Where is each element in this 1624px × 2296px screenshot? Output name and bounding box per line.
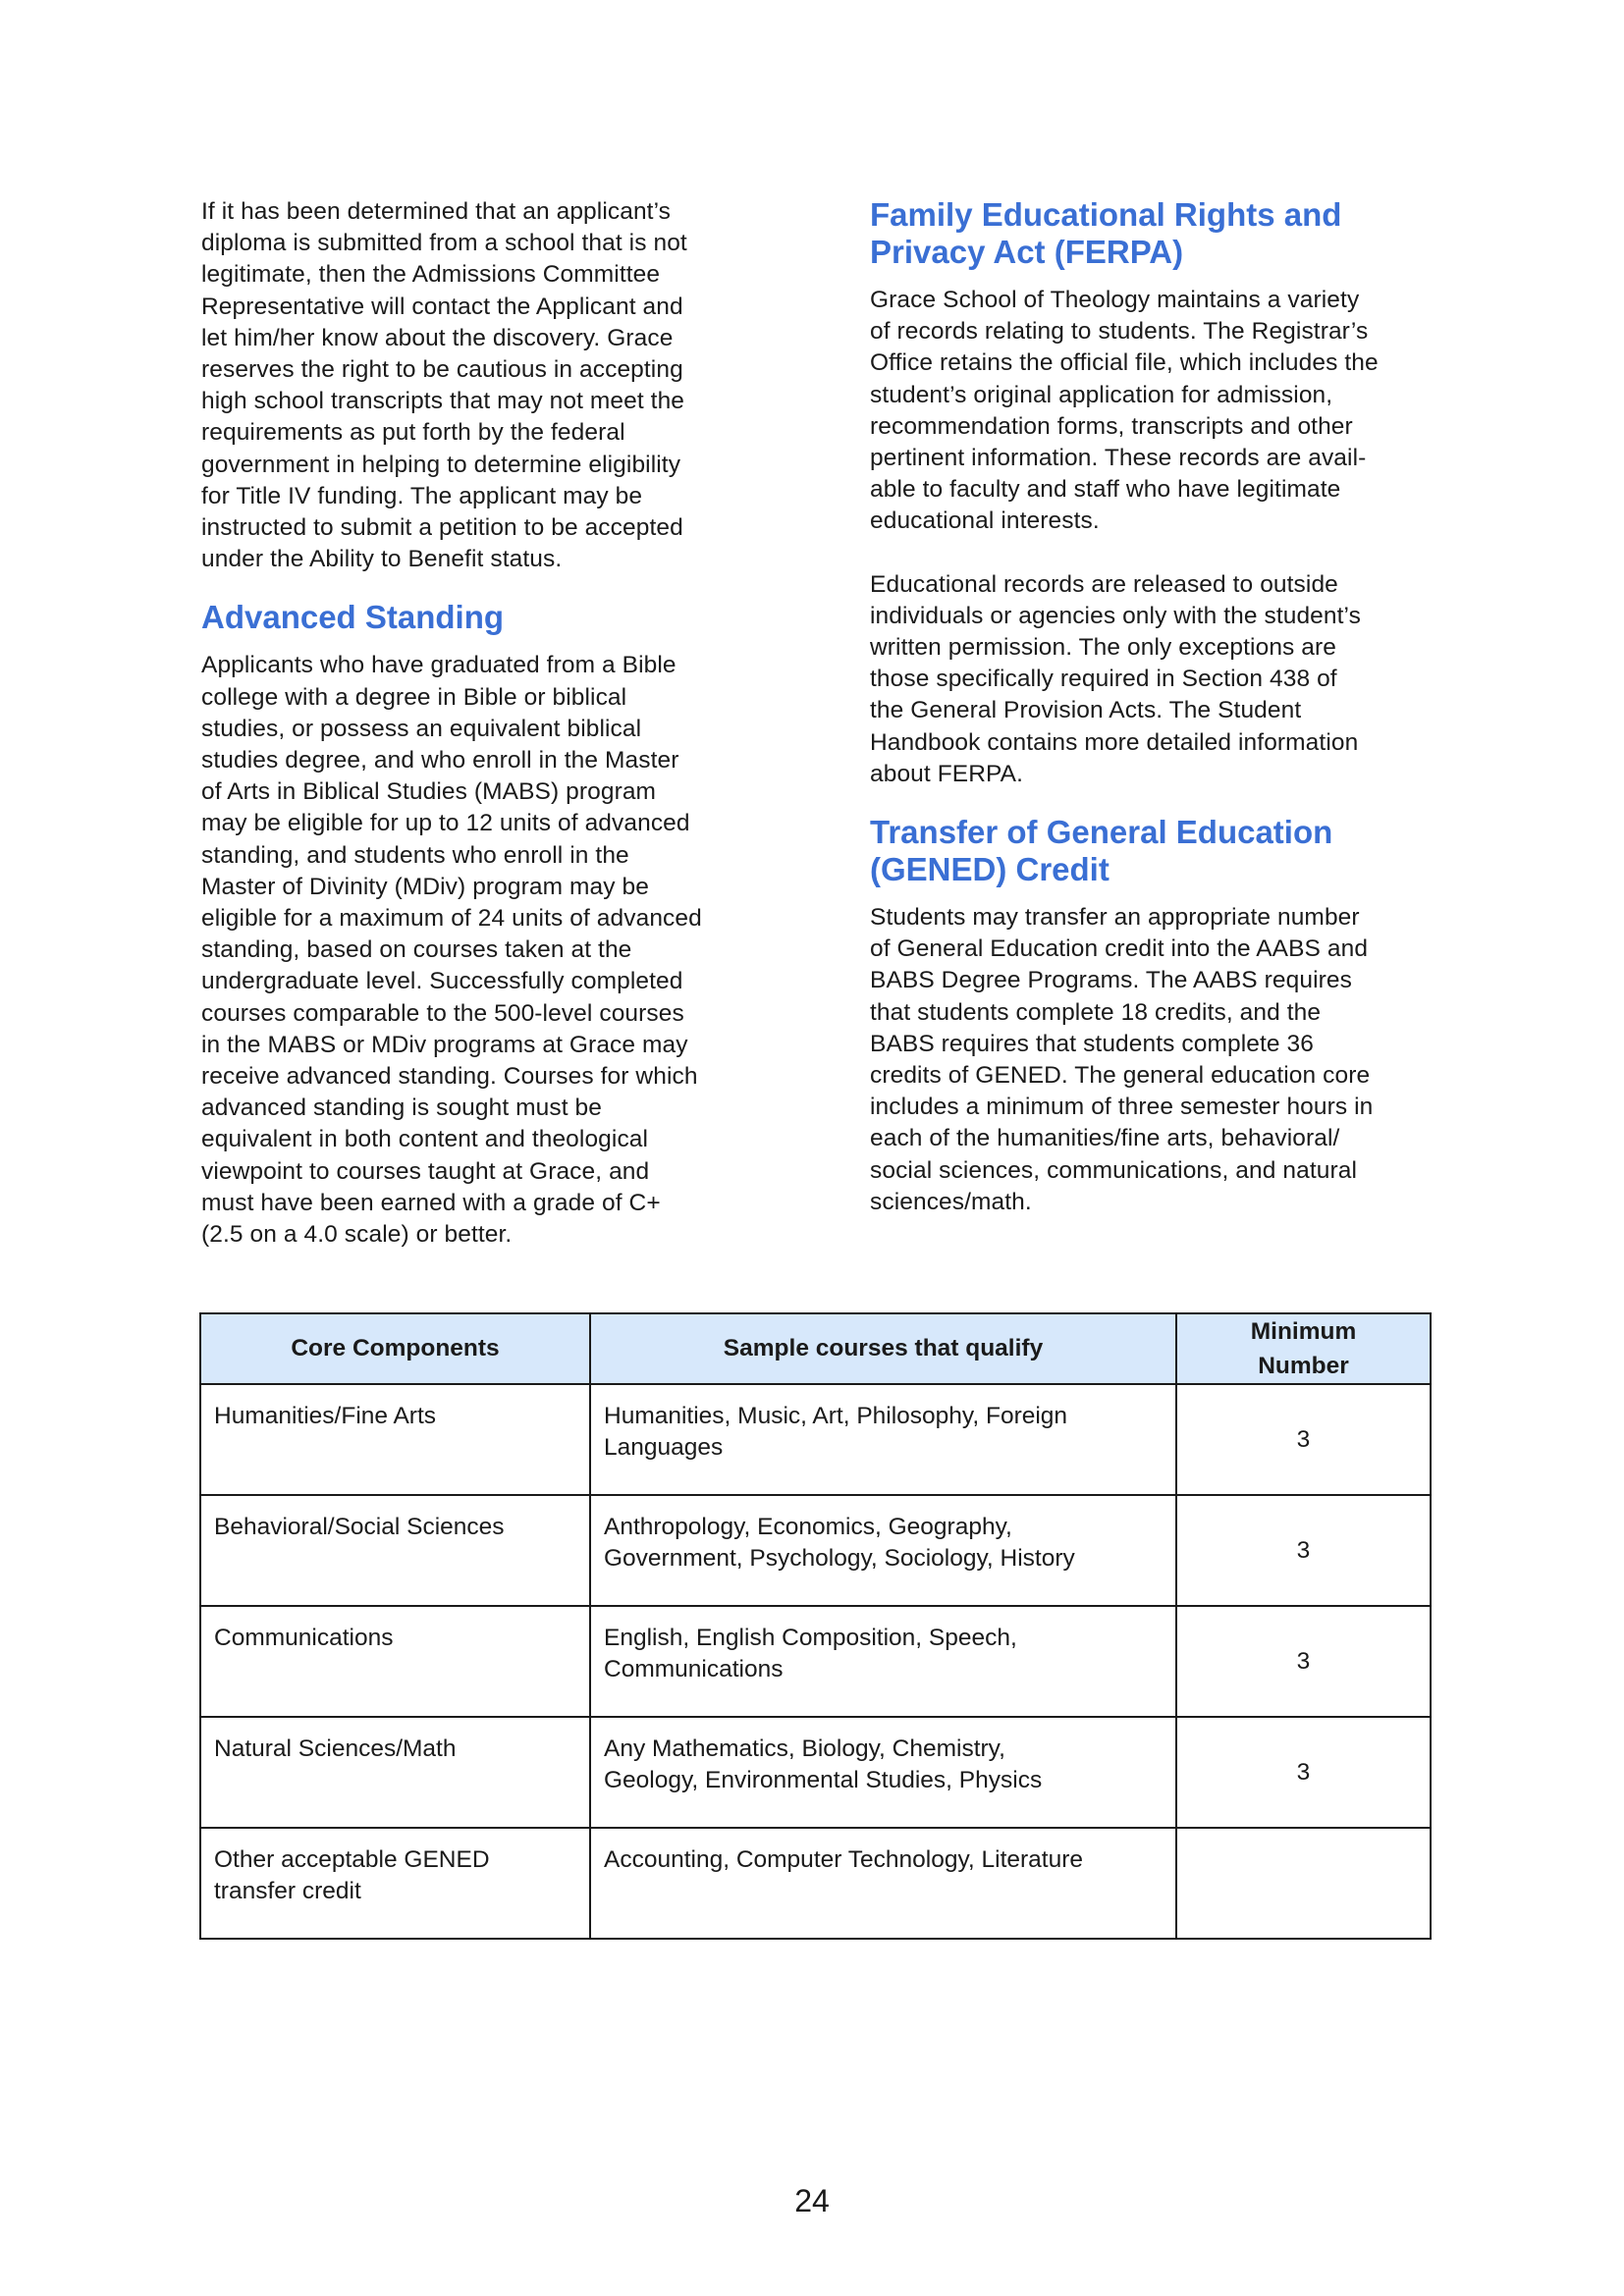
cell-line: English, English Composition, Speech, (604, 1625, 1017, 1651)
cell-line: Behavioral/Social Sciences (214, 1514, 505, 1540)
text-line: Office retains the official file, which includes the (870, 349, 1379, 377)
text-line: BABS Degree Programs. The AABS requires (870, 967, 1352, 994)
text-line: receive advanced standing. Courses for which (201, 1063, 698, 1091)
text-line: legitimate, then the Admissions Committee (201, 261, 661, 289)
text-line: those specifically required in Section 438 of (870, 666, 1337, 693)
header-line: Number (1258, 1353, 1349, 1379)
advanced-standing-heading: Advanced Standing (201, 599, 505, 636)
text-line: undergraduate level. Successfully completed (201, 968, 683, 995)
text-line: Applicants who have graduated from a Bible (201, 652, 677, 679)
text-line: of General Education credit into the AABS and (870, 935, 1369, 963)
text-line: credits of GENED. The general education core (870, 1062, 1371, 1090)
text-line: viewpoint to courses taught at Grace, and (201, 1157, 650, 1185)
text-line: sciences/math. (870, 1188, 1032, 1215)
text-line: eligible for a maximum of 24 units of advanced (201, 905, 702, 933)
text-line: advanced standing is sought must be (201, 1095, 603, 1122)
cell-minimum: 3 (1176, 1606, 1431, 1717)
cell-component (200, 1384, 590, 1495)
text-line: government in helping to determine eligibility (201, 451, 681, 478)
ferpa-heading (870, 196, 1439, 271)
text-line: diploma is submitted from a school that is not (201, 230, 687, 257)
cell-line: Anthropology, Economics, Geography, (604, 1514, 1012, 1540)
cell-minimum: 3 (1176, 1384, 1431, 1495)
text-line: reserves the right to be cautious in accepting (201, 356, 683, 384)
ferpa-paragraph-1 (870, 285, 1439, 538)
text-line: let him/her know about the discovery. Grace (201, 324, 674, 351)
text-line: pertinent information. These records are avail- (870, 445, 1367, 472)
text-line: that students complete 18 credits, and the (870, 998, 1322, 1026)
text-line: college with a degree in Bible or biblical (201, 683, 627, 711)
cell-line: Humanities/Fine Arts (214, 1403, 437, 1429)
text-line: the General Provision Acts. The Student (870, 697, 1302, 724)
text-line: of records relating to students. The Registrar’s (870, 318, 1369, 346)
text-line: courses comparable to the 500-level courses (201, 999, 684, 1027)
cell-component (200, 1495, 590, 1606)
intro-paragraph (201, 196, 771, 575)
text-line: Students may transfer an appropriate number (870, 904, 1360, 932)
cell-sample-courses (590, 1495, 1176, 1606)
text-line: standing, and students who enroll in the (201, 841, 629, 869)
heading-line: Privacy Act (FERPA) (870, 234, 1184, 270)
right-column (870, 196, 1439, 1218)
table-row (200, 1717, 1431, 1828)
header-line: Minimum (1250, 1318, 1357, 1345)
text-line: social sciences, communications, and natural (870, 1156, 1358, 1184)
cell-sample-courses (590, 1828, 1176, 1939)
cell-line: Any Mathematics, Biology, Chemistry, (604, 1735, 1005, 1762)
text-line: Representative will contact the Applicant and (201, 293, 683, 320)
gened-core-components-table (199, 1312, 1432, 1940)
text-line: BABS requires that students complete 36 (870, 1030, 1314, 1057)
header-minimum-number (1176, 1313, 1431, 1384)
text-line: must have been earned with a grade of C+ (201, 1189, 661, 1216)
heading-line: Transfer of General Education (870, 814, 1333, 851)
header-core-components: Core Components (200, 1313, 590, 1384)
cell-sample-courses (590, 1606, 1176, 1717)
text-line: Handbook contains more detailed information (870, 728, 1359, 756)
table-row (200, 1606, 1431, 1717)
text-line: for Title IV funding. The applicant may be (201, 482, 643, 509)
cell-component (200, 1606, 590, 1717)
cell-component (200, 1717, 590, 1828)
text-line: may be eligible for up to 12 units of advanced (201, 810, 690, 837)
text-line: requirements as put forth by the federal (201, 419, 625, 447)
cell-line: Other acceptable GENED (214, 1846, 490, 1873)
gened-heading (870, 814, 1439, 888)
text-line: Master of Divinity (MDiv) program may be (201, 873, 649, 900)
left-column (201, 196, 771, 1251)
cell-line: Natural Sciences/Math (214, 1735, 457, 1762)
cell-sample-courses (590, 1717, 1176, 1828)
cell-line: Languages (604, 1434, 724, 1461)
page-number: 24 (794, 2183, 830, 2218)
text-line: about FERPA. (870, 760, 1023, 787)
text-line: student’s original application for admission, (870, 381, 1333, 408)
cell-minimum: 3 (1176, 1495, 1431, 1606)
cell-line: Humanities, Music, Art, Philosophy, Foreign (604, 1403, 1068, 1429)
advanced-standing-paragraph (201, 650, 771, 1251)
text-line: If it has been determined that an applicant’s (201, 198, 672, 225)
cell-line: Accounting, Computer Technology, Literature (604, 1846, 1084, 1873)
cell-sample-courses (590, 1384, 1176, 1495)
table-row (200, 1495, 1431, 1606)
text-line: Educational records are released to outside (870, 570, 1338, 598)
text-line: individuals or agencies only with the student’s (870, 602, 1361, 629)
text-line: in the MABS or MDiv programs at Grace may (201, 1031, 688, 1058)
text-line: (2.5 on a 4.0 scale) or better. (201, 1221, 513, 1249)
cell-minimum (1176, 1828, 1431, 1939)
text-line: equivalent in both content and theological (201, 1126, 649, 1153)
cell-line: Geology, Environmental Studies, Physics (604, 1767, 1043, 1793)
cell-line: Communications (214, 1625, 394, 1651)
text-line: educational interests. (870, 507, 1100, 535)
text-line: able to faculty and staff who have legitimate (870, 476, 1341, 504)
text-line: of Arts in Biblical Studies (MABS) program (201, 778, 657, 806)
text-line: written permission. The only exceptions are (870, 634, 1337, 662)
table-row (200, 1384, 1431, 1495)
header-sample-courses: Sample courses that qualify (590, 1313, 1176, 1384)
cell-minimum: 3 (1176, 1717, 1431, 1828)
table-row (200, 1828, 1431, 1939)
text-line: high school transcripts that may not meet the (201, 388, 685, 415)
text-line: studies, or possess an equivalent biblical (201, 715, 642, 742)
text-line: studies degree, and who enroll in the Master (201, 747, 679, 774)
text-line: under the Ability to Benefit status. (201, 546, 563, 573)
heading-line: (GENED) Credit (870, 851, 1110, 888)
ferpa-paragraph-2 (870, 569, 1439, 790)
cell-component (200, 1828, 590, 1939)
text-line: recommendation forms, transcripts and other (870, 412, 1353, 440)
text-line: Grace School of Theology maintains a variety (870, 287, 1360, 313)
heading-line: Family Educational Rights and (870, 196, 1342, 233)
text-line: includes a minimum of three semester hours in (870, 1094, 1374, 1121)
cell-line: Government, Psychology, Sociology, History (604, 1545, 1075, 1572)
text-line: standing, based on courses taken at the (201, 936, 632, 964)
text-line: instructed to submit a petition to be accepted (201, 514, 683, 542)
text-line: each of the humanities/fine arts, behavioral/ (870, 1125, 1340, 1152)
cell-line: transfer credit (214, 1878, 361, 1904)
cell-line: Communications (604, 1656, 784, 1682)
table-header-row (200, 1313, 1431, 1384)
gened-paragraph (870, 902, 1439, 1218)
